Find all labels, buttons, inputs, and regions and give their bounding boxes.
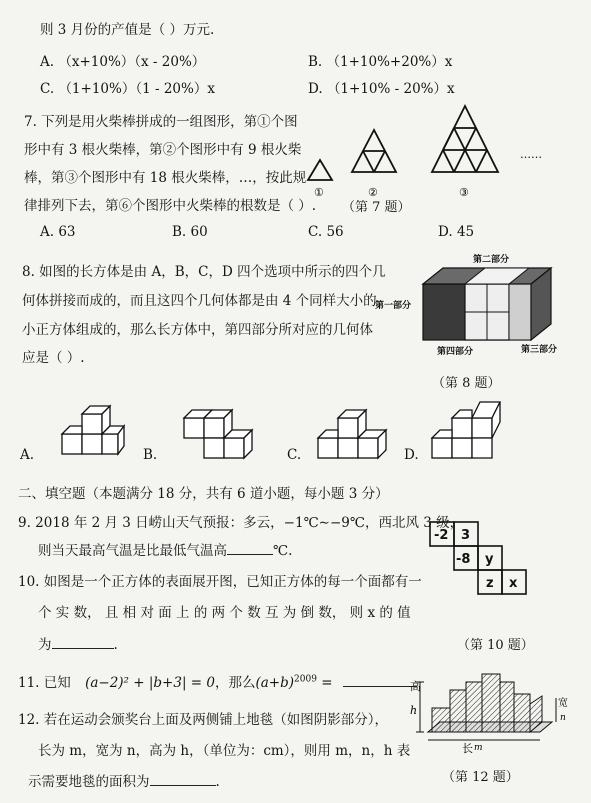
q12-label-length: 长	[462, 742, 473, 755]
q7-label-3: ③	[459, 186, 469, 199]
q10-caption: （第 10 题）	[457, 638, 534, 653]
q11-answer-blank[interactable]	[343, 674, 417, 687]
q8-cuboid-figure	[375, 255, 575, 358]
q6-option-c[interactable]: C. （1+10%）（1 - 20%）x	[40, 81, 215, 97]
q12-line-1: 12. 若在运动会颁奖台上面及两侧铺上地毯（如图阴影部分），	[18, 712, 389, 728]
q9-answer-blank[interactable]	[227, 542, 273, 555]
q10-answer-blank[interactable]	[52, 636, 114, 649]
q8-option-c-cubes	[312, 404, 392, 464]
q6-option-b[interactable]: B. （1+10%+20%）x	[308, 54, 453, 70]
q8-label-part2: 第二部分	[473, 255, 510, 265]
q8-option-a[interactable]: A.	[20, 447, 35, 463]
q11-formula2: (a+b)	[255, 675, 295, 691]
q8-caption: （第 8 题）	[432, 376, 501, 391]
q8-label-part1: 第一部分	[375, 301, 412, 311]
net-cell-1: -2	[434, 528, 449, 543]
q7-label-1: ①	[314, 186, 324, 199]
net-cell-5: z	[486, 576, 494, 591]
q9-line-2: 则当天最高气温是比最低气温高 ℃.	[38, 543, 293, 559]
q10-line-2: 个 实 数， 且 相 对 面 上 的 两 个 数 互 为 倒 数， 则 x 的 值	[38, 605, 411, 621]
q12-label-n: n	[560, 713, 566, 723]
q7-matchstick-figure	[300, 100, 550, 200]
q7-line-1: 7. 下列是用火柴棒拼成的一组图形，第①个图	[24, 114, 298, 130]
q8-line-2: 何体拼接而成的，而且这四个几何体都是由 4 个同样大小的	[22, 293, 377, 309]
q7-option-d[interactable]: D. 45	[438, 224, 475, 240]
q7-line-4: 律排列下去，第⑥个图形中火柴棒的根数是（ ）.	[24, 198, 317, 214]
q12-label-height: 高	[410, 680, 421, 693]
q7-option-b[interactable]: B. 60	[172, 224, 208, 240]
q12-caption: （第 12 题）	[442, 770, 519, 785]
q8-option-b-cubes	[178, 404, 258, 464]
q8-option-a-cubes	[56, 404, 126, 464]
q6-option-d[interactable]: D. （1+10% - 20%）x	[308, 81, 455, 97]
q12-line-3: 示需要地毯的面积为 .	[28, 774, 220, 790]
q7-option-a[interactable]: A. 63	[40, 224, 76, 240]
q7-option-c[interactable]: C. 56	[308, 224, 344, 240]
q7-line-3: 棒，第③个图形中有 18 根火柴棒，…，按此规	[24, 170, 307, 186]
net-cell-3: -8	[456, 552, 471, 567]
q8-label-part3: 第三部分	[521, 345, 558, 355]
q12-label-m: m	[474, 743, 483, 753]
q11-formula: (a−2)² + |b+3| = 0	[85, 675, 215, 691]
q10-cube-net	[428, 520, 538, 616]
net-cell-4: y	[485, 552, 494, 567]
q7-label-2: ②	[368, 186, 378, 199]
net-cell-6: x	[509, 576, 518, 591]
q8-line-4: 应是（ ）.	[22, 350, 85, 366]
q11-line: 11. 已知 (a−2)² + |b+3| = 0，那么$(a+b)^{2009}$ =	[18, 671, 417, 691]
q6-option-a[interactable]: A. （x+10%）（x - 20%）	[40, 54, 206, 70]
q12-line-2: 长为 m，宽为 n，高为 h，（单位为：cm），则用 m，n，h 表	[38, 743, 411, 759]
q10-line-1: 10. 如图是一个正方体的表面展开图，已知正方体的每一个面都有一	[18, 574, 422, 590]
q8-option-b[interactable]: B.	[143, 447, 158, 463]
q8-option-d[interactable]: D.	[404, 447, 419, 463]
q7-caption: （第 7 题）	[342, 200, 411, 215]
q9-line-1: 9. 2018 年 2 月 3 日崂山天气预报：多云，−1℃∼−9℃，西北风 3 级，	[18, 515, 464, 531]
q7-line-2: 形中有 3 根火柴棒，第②个图形中有 9 根火柴	[24, 142, 302, 158]
q8-option-d-cubes	[426, 398, 506, 464]
q7-ellipsis: ……	[520, 148, 542, 161]
q8-line-1: 8. 如图的长方体是由 A，B，C，D 四个选项中所示的四个几	[22, 264, 386, 280]
section2-title: 二、填空题（本题满分 18 分，共有 6 道小题，每小题 3 分）	[18, 486, 389, 502]
q12-podium-figure	[410, 660, 580, 755]
q6-stem-tail: 则 3 月份的产值是（ ）万元.	[40, 22, 215, 38]
q8-label-part4: 第四部分	[437, 347, 474, 357]
q12-answer-blank[interactable]	[150, 773, 216, 786]
q10-line-3: 为 .	[38, 637, 118, 653]
q8-line-3: 小正方体组成的，那么长方体中，第四部分所对应的几何体	[22, 322, 373, 338]
q8-option-c[interactable]: C.	[287, 447, 302, 463]
q12-label-h: h	[410, 704, 418, 717]
net-cell-2: 3	[461, 528, 471, 543]
q12-label-width: 宽	[558, 698, 568, 709]
